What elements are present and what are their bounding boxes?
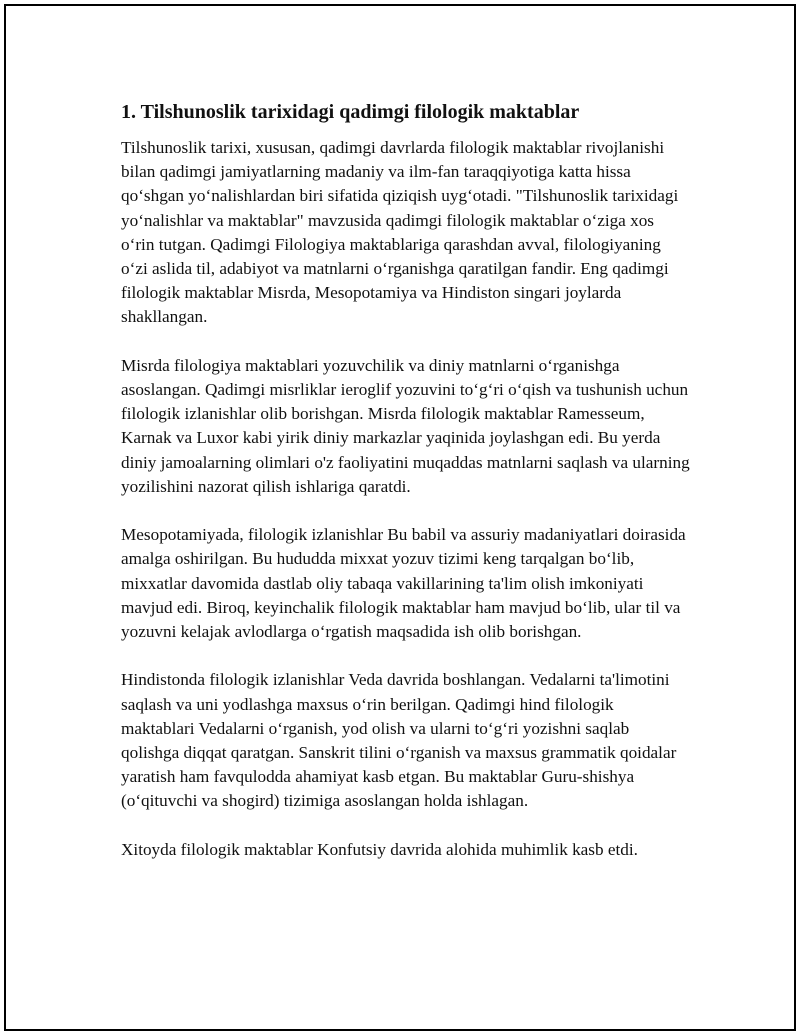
paragraph-egypt: Misrda filologiya maktablari yozuvchilik va diniy matnlarni oʻrganishga asoslangan. Qadimgi misrliklar ieroglif yozuvini toʻgʻri oʻqish va tushunish uchun filologik izlanishlar olib borishgan. Misrda filologik maktablar Ramesseum, Karnak va Luxor kabi yirik diniy markazlar yaqinida joylashgan edi. Bu yerda diniy jamoalarning olimlari o'z faoliyatini muqaddas matnlarni saqlash va ularning yozilishini nazorat qilish ishlariga qaratdi. bbox=[121, 355, 690, 496]
document-body bbox=[121, 100, 691, 886]
paragraph-mesopotamia: Mesopotamiyada, filologik izlanishlar Bu babil va assuriy madaniyatlari doirasida amalga oshirilgan. Bu hududda mixxat yozuv tizimi keng tarqalgan boʻlib, mixxatlar davomida dastlab oliy tabaqa vakillarining ta'lim olish imkoniyati mavjud edi. Biroq, keyinchalik filologik maktablar ham mavjud boʻlib, ular til va yozuvni kelajak avlodlarga oʻrgatish maqsadida ish olib borishgan. bbox=[121, 525, 686, 642]
page-frame bbox=[4, 4, 796, 1031]
paragraph-china: Xitoyda filologik maktablar Konfutsiy davrida alohida muhimlik kasb etdi. bbox=[121, 839, 638, 859]
document-heading: 1. Tilshunoslik tarixidagi qadimgi filologik maktablar bbox=[121, 101, 580, 123]
paragraph-intro: Tilshunoslik tarixi, xususan, qadimgi davrlarda filologik maktablar rivojlanishi bilan qadimgi jamiyatlarning madaniy va ilm-fan taraqqiyotiga katta hissa qoʻshgan yoʻnalishlardan biri sifatida qiziqish uygʻotadi. "Tilshunoslik tarixidagi yoʻnalishlar va maktablar" mavzusida qadimgi filologik maktablar oʻziga xos oʻrin tutgan. Qadimgi Filologiya maktablariga qarashdan avval, filologiyaning oʻzi aslida til, adabiyot va matnlarni oʻrganishga qaratilgan fandir. Eng qadimgi filologik maktablar Misrda, Mesopotamiya va Hindiston singari joylarda shakllangan. bbox=[121, 138, 679, 327]
paragraph-india: Hindistonda filologik izlanishlar Veda davrida boshlangan. Vedalarni ta'limotini saqlash va uni yodlashga maxsus oʻrin berilgan. Qadimgi hind filologik maktablari Vedalarni oʻrganish, yod olish va ularni toʻgʻri yozishni saqlab qolishga diqqat qaratgan. Sanskrit tilini oʻrganish va maxsus grammatik qoidalar yaratish ham favqulodda ahamiyat kasb etgan. Bu maktablar Guru-shishya (oʻqituvchi va shogird) tizimiga asoslangan holda ishlagan. bbox=[121, 670, 677, 811]
